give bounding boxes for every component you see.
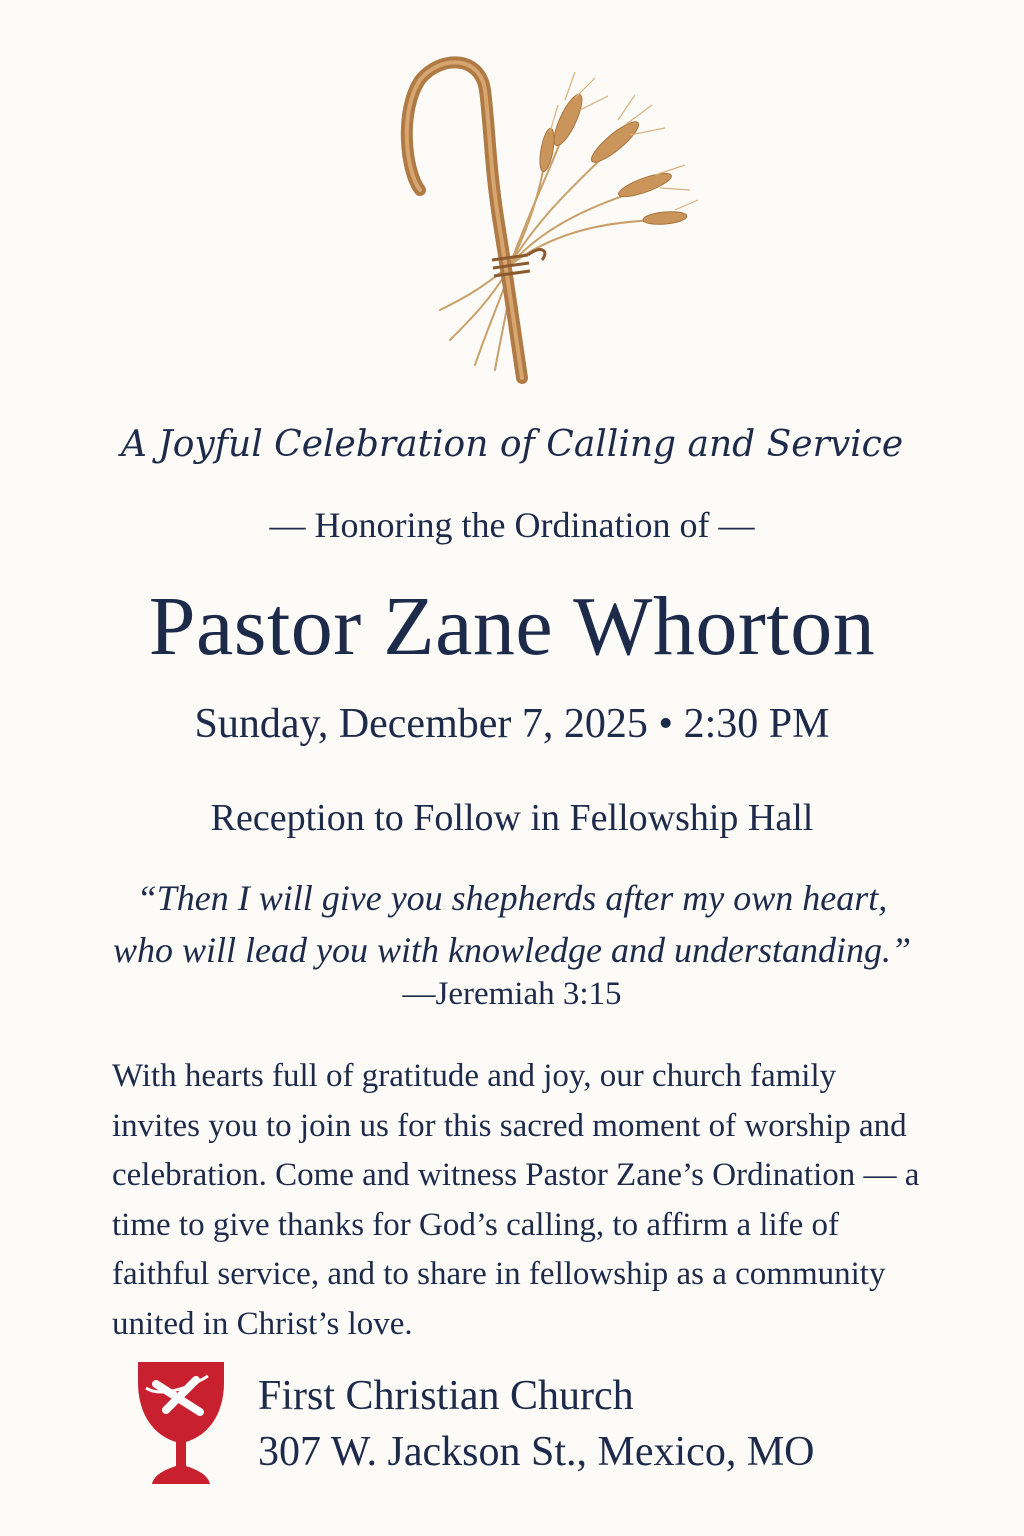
verse-line-2: who will lead you with knowledge and understanding.”: [113, 930, 911, 970]
chalice-logo-icon: [138, 1362, 224, 1486]
verse-reference: —Jeremiah 3:15: [402, 976, 622, 1012]
invitation-body: With hearts full of gratitude and joy, our church family invites you to join us for this sacred moment of worship and celebration. Come and witness Pastor Zane’s Ordination — a time to give thanks for God’s calling, to affirm a life of faithful service, and to share in fellowship as a community united in Christ’s love.: [112, 1058, 920, 1342]
scripture-verse: [0, 872, 1024, 976]
event-datetime: Sunday, December 7, 2025 • 2:30 PM: [194, 701, 830, 747]
honoring-line: — Honoring the Ordination of —: [269, 505, 755, 545]
reception-note: Reception to Follow in Fellowship Hall: [210, 797, 814, 839]
church-address: 307 W. Jackson St., Mexico, MO: [258, 1429, 815, 1475]
verse-line-1: “Then I will give you shepherds after my own heart,: [136, 878, 888, 918]
honoree-name: Pastor Zane Whorton: [148, 580, 876, 673]
church-name: First Christian Church: [258, 1373, 634, 1419]
tagline: A Joyful Celebration of Calling and Service: [120, 424, 904, 465]
shepherd-crook-wheat-icon: [380, 50, 700, 390]
